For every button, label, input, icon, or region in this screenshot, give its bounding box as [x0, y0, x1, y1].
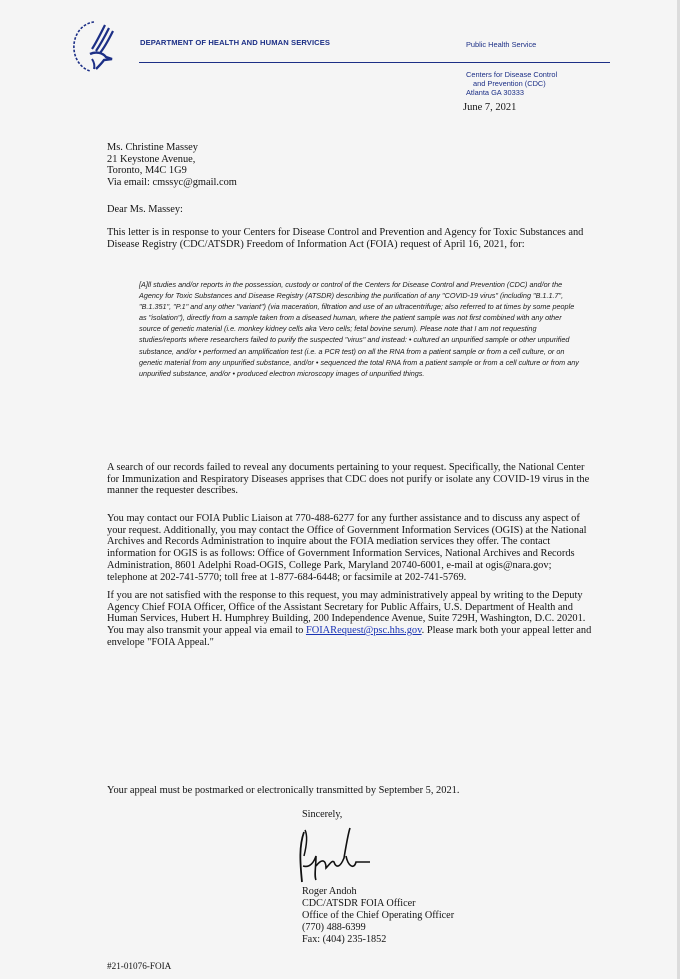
- search-result-paragraph: A search of our records failed to reveal any documents pertaining to your request. Specifically, the National Center for Immunization and Respiratory Diseases apprises that CDC does not purify or isolate any COVID-19 virus in the manner the requester describes.: [107, 462, 590, 497]
- hhs-eagle-logo-icon: [72, 17, 122, 75]
- signer-office: Office of the Chief Operating Officer: [302, 909, 455, 921]
- recipient-city: Toronto, M4C 1G9: [107, 165, 187, 177]
- reference-number: #21-01076-FOIA: [107, 961, 172, 971]
- recipient-address: [107, 142, 237, 188]
- handwritten-signature-icon: [296, 826, 376, 886]
- intro-paragraph: This letter is in response to your Centers for Disease Control and Prevention and Agency for Toxic Substances and Disease Registry (CDC/ATSDR) Freedom of Information Act (FOIA) request of April 16, 2021, for:: [107, 227, 584, 250]
- signer-title: CDC/ATSDR FOIA Officer: [302, 897, 416, 909]
- contact-paragraph: You may contact our FOIA Public Liaison at 770-488-6277 for any further assistance and to discuss any aspect of your request. Additionally, you may contact the Office of Government Information Services (OGIS) at the National Archives and Records Administration to inquire about the FOIA mediation services they offer. The contact information for OGIS is as follows: Office of Government Information Services, National Archives and Records Administration, 8601 Adelphi Road-OGIS, College Park, Maryland 20740-6001, e-mail at ogis@nara.gov; telephone at 202-741-5770; toll free at 1-877-684-6448; or facsimile at 202-741-5769.: [107, 513, 587, 583]
- agency-line: Centers for Disease Control: [466, 70, 558, 79]
- letter-date: June 7, 2021: [463, 102, 517, 113]
- deadline-paragraph: Your appeal must be postmarked or electronically transmitted by September 5, 2021.: [107, 785, 460, 796]
- letterhead-divider: [139, 62, 610, 63]
- appeal-email-link[interactable]: FOIARequest@psc.hhs.gov: [305, 625, 422, 637]
- appeal-tail: . Please mark both your appeal letter and envelope "FOIA Appeal.": [107, 625, 592, 648]
- signer-fax: Fax: (404) 235-1852: [302, 933, 387, 945]
- recipient-name: Ms. Christine Massey: [107, 142, 198, 153]
- agency-line: and Prevention (CDC): [473, 79, 546, 88]
- service-name: Public Health Service: [466, 40, 537, 49]
- quoted-request: [A]ll studies and/or reports in the possession, custody or control of the Centers for Disease Control and Prevention (CDC) and/or the Agency for Toxic Substances and Disease Registry (ATSDR) describing the purification of any "COVID-19 virus" (including "B.1.1.7", "B.1.351", "P.1" and any other "variant") (via maceration, filtration and use of an ultracentrifuge; also referred to at times by some people as "isolation"), directly from a sample taken from a diseased human, where the patient sample was not first combined with any other source of genetic material (i.e. monkey kidney cells aka Vero cells; fetal bovine serum). Please note that I am not requesting studies/reports where researchers failed to purify the suspected "virus" and instead: • cultured an unpurified sample or other unpurified substance, and/or • performed an amplification test (i.e. a PCR test) on all the RNA from a patient sample or from a cell culture, or on genetic material from any unpurified substance, and/or • sequenced the total RNA from a patient sample or from a cell culture or from any unpurified substance, and/or • produced electron microscopy images of unpurified things.: [139, 280, 579, 378]
- appeal-paragraph: [107, 590, 593, 649]
- department-name: DEPARTMENT OF HEALTH AND HUMAN SERVICES: [140, 38, 331, 47]
- recipient-street: 21 Keystone Avenue,: [107, 153, 196, 165]
- signer-name: Roger Andoh: [302, 886, 357, 897]
- recipient-email: Via email: cmssyc@gmail.com: [107, 176, 237, 188]
- salutation: Dear Ms. Massey:: [107, 204, 183, 215]
- closing-sincerely: Sincerely,: [302, 809, 343, 820]
- signature-block: [302, 886, 454, 946]
- signer-phone: (770) 488-6399: [302, 921, 366, 933]
- agency-address: [466, 70, 557, 97]
- appeal-text: If you are not satisfied with the response to this request, you may administratively appeal by writing to the Deputy Agency Chief FOIA Officer, Office of the Assistant Secretary for Public Affairs, U.S. Department of Health and Human Services, Hubert H. Humphrey Building, 200 Independence Avenue, Suite 729H, Washington, D.C. 20201. You may also transmit your appeal via email to: [107, 590, 586, 637]
- agency-line: Atlanta GA 30333: [466, 88, 524, 97]
